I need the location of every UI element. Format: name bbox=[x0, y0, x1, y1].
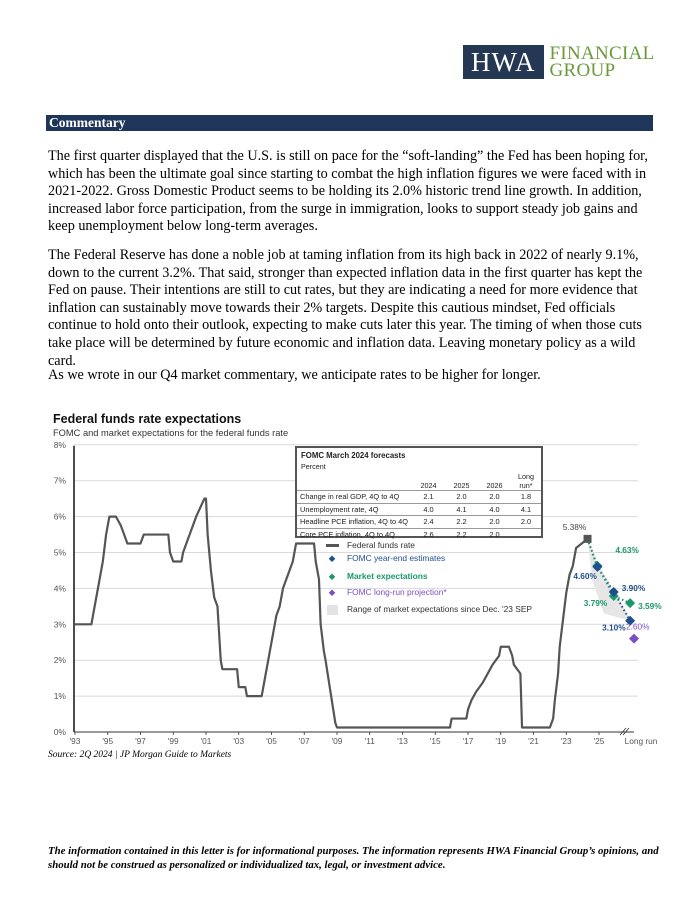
table-cell: 2.0 bbox=[511, 516, 541, 529]
disclaimer: The information contained in this letter is for informational purposes. The information represents HWA Financial Group’s opinions, and should not be construed as personalized or individualized tax, legal, or investment advice. bbox=[48, 845, 659, 871]
x-tick-label: '19 bbox=[495, 736, 507, 746]
current-rate-label: 5.38% bbox=[562, 521, 587, 532]
chart-title: Federal funds rate expectations bbox=[53, 412, 242, 426]
y-tick-label: 0% bbox=[53, 727, 66, 737]
table-cell-label: Headline PCE inflation, 4Q to 4Q bbox=[297, 516, 412, 529]
legend-item-long-run bbox=[325, 587, 447, 597]
x-tick-label: '23 bbox=[560, 736, 572, 746]
table-cell: 4.0 bbox=[412, 503, 445, 516]
x-tick-label: '95 bbox=[102, 736, 114, 746]
x-tick-label: '25 bbox=[593, 736, 605, 746]
market-expectation-label: 3.79% bbox=[583, 597, 608, 608]
chart-subtitle: FOMC and market expectations for the federal funds rate bbox=[53, 428, 289, 438]
table-cell: 2.4 bbox=[412, 516, 445, 529]
x-tick-label: '17 bbox=[462, 736, 474, 746]
x-tick-label: '97 bbox=[135, 736, 146, 746]
legend-item-range bbox=[325, 604, 532, 615]
fomc-estimate-label: 4.60% bbox=[573, 570, 597, 581]
x-tick-label: '09 bbox=[331, 736, 343, 746]
table-cell: 2.0 bbox=[478, 528, 511, 540]
table-header: Long run* bbox=[518, 472, 534, 490]
diamond-icon: ◆ bbox=[328, 587, 336, 597]
logo-line-1: FINANCIAL bbox=[549, 43, 655, 64]
logo-mark: HWA bbox=[463, 45, 544, 79]
paragraph-2: The Federal Reserve has done a noble job at taming inflation from its high back in 2022 of nearly 9.1%, down to the current 3.2%. That said, stronger than expected inflation data in the first quarter has kept the Fed on pause. Their intentions are still to cut rates, but they are indicating a need for more evidence that inflation can sustainably move towards their 2% targets. Despite this cautious mindset, Fed officials continue to hold onto their outlook, expecting to make cuts later this year. The timing of when those cuts take place will be determined by future economic and inflation data. Leaving monetary policy as a wild card. bbox=[48, 247, 643, 369]
y-tick-label: 1% bbox=[53, 691, 66, 702]
table-cell: 2.1 bbox=[412, 491, 445, 504]
x-tick-label: '03 bbox=[233, 736, 245, 746]
y-tick-label: 5% bbox=[53, 547, 66, 558]
logo-line-2: GROUP bbox=[549, 60, 616, 81]
paragraph-3: As we wrote in our Q4 market commentary, we anticipate rates to be higher for longer. bbox=[48, 367, 541, 383]
table-row bbox=[297, 528, 541, 540]
x-tick-label: '01 bbox=[200, 736, 212, 746]
legend-item-fomc-year-end bbox=[325, 553, 445, 563]
table-cell bbox=[511, 528, 541, 540]
table-header: 2024 bbox=[420, 481, 437, 490]
x-tick-label: '05 bbox=[266, 736, 277, 746]
legend-label: Market expectations bbox=[347, 571, 428, 581]
table-cell-label: Core PCE inflation, 4Q to 4Q bbox=[297, 528, 412, 540]
table-cell: 2.6 bbox=[412, 528, 445, 540]
legend-line-swatch bbox=[325, 540, 339, 550]
y-tick-label: 7% bbox=[53, 475, 66, 486]
market-expectation-label: 4.63% bbox=[615, 544, 639, 555]
forecast-table-unit: Percent bbox=[301, 462, 326, 471]
x-tick-label: '93 bbox=[69, 736, 81, 746]
legend-box-swatch bbox=[325, 604, 339, 615]
forecast-table-grid bbox=[297, 470, 541, 540]
legend-label: FOMC long-run projection* bbox=[347, 587, 447, 597]
legend-item-market bbox=[325, 571, 428, 581]
legend-label: Range of market expectations since Dec. '23 SEP bbox=[347, 604, 533, 615]
long-run-label: 2.60% bbox=[626, 621, 650, 632]
table-cell: 4.0 bbox=[478, 503, 511, 516]
table-row bbox=[297, 516, 541, 529]
long-run-marker bbox=[629, 634, 639, 644]
table-cell: 4.1 bbox=[511, 503, 541, 516]
y-tick-label: 3% bbox=[53, 619, 66, 630]
x-tick-label: '21 bbox=[528, 736, 539, 746]
section-heading-commentary: Commentary bbox=[46, 115, 653, 131]
x-tick-label: '15 bbox=[429, 736, 441, 746]
table-cell: 2.0 bbox=[445, 491, 478, 504]
diamond-icon: ◆ bbox=[328, 571, 336, 581]
fomc-estimate-label: 3.10% bbox=[602, 622, 626, 633]
table-header: 2025 bbox=[453, 481, 470, 490]
table-header-label bbox=[297, 470, 412, 491]
legend-label: FOMC year-end estimates bbox=[347, 553, 446, 563]
paragraph-1: The first quarter displayed that the U.S. is still on pace for the “soft-landing” the Fed has been hoping for, which has been the ultimate goal since starting to combat the high inflation figures we were faced with in 2021-2022. Gross Domestic Product seems to be holding its 2.0% historic trend line growth. In addition, increased labor force participation, from the surge in immigration, looks to support steady job gains and keep unemployment below long-term averages. bbox=[48, 148, 648, 235]
y-tick-label: 6% bbox=[53, 511, 66, 522]
table-row bbox=[297, 491, 541, 504]
table-row bbox=[297, 503, 541, 516]
diamond-icon: ◆ bbox=[328, 553, 336, 563]
fomc-estimate-label: 3.90% bbox=[621, 582, 646, 593]
table-cell: 4.1 bbox=[445, 503, 478, 516]
x-tick-label: '99 bbox=[167, 736, 179, 746]
table-cell-label: Change in real GDP, 4Q to 4Q bbox=[297, 491, 412, 504]
x-tick-label: Long run bbox=[624, 736, 658, 746]
table-cell: 2.0 bbox=[478, 516, 511, 529]
market-expectation-marker bbox=[625, 598, 635, 608]
y-tick-label: 2% bbox=[53, 655, 66, 666]
forecast-table-title: FOMC March 2024 forecasts bbox=[301, 451, 406, 460]
chart-source: Source: 2Q 2024 | JP Morgan Guide to Markets bbox=[48, 750, 232, 760]
y-tick-label: 4% bbox=[53, 583, 66, 594]
y-tick-label: 8% bbox=[53, 439, 66, 450]
x-tick-label: '13 bbox=[397, 736, 408, 746]
table-header: 2026 bbox=[486, 481, 503, 490]
legend-label: Federal funds rate bbox=[347, 540, 415, 550]
forecast-table bbox=[295, 446, 543, 538]
table-cell: 2.2 bbox=[445, 516, 478, 529]
x-tick-label: '11 bbox=[364, 736, 375, 746]
current-rate-marker bbox=[584, 535, 592, 543]
table-cell: 1.8 bbox=[511, 491, 541, 504]
table-cell: 2.2 bbox=[445, 528, 478, 540]
market-expectation-label: 3.59% bbox=[638, 601, 662, 612]
table-cell: 2.0 bbox=[478, 491, 511, 504]
table-cell-label: Unemployment rate, 4Q bbox=[297, 503, 412, 516]
x-tick-label: '07 bbox=[298, 736, 310, 746]
legend-item-fed-funds bbox=[325, 540, 415, 550]
